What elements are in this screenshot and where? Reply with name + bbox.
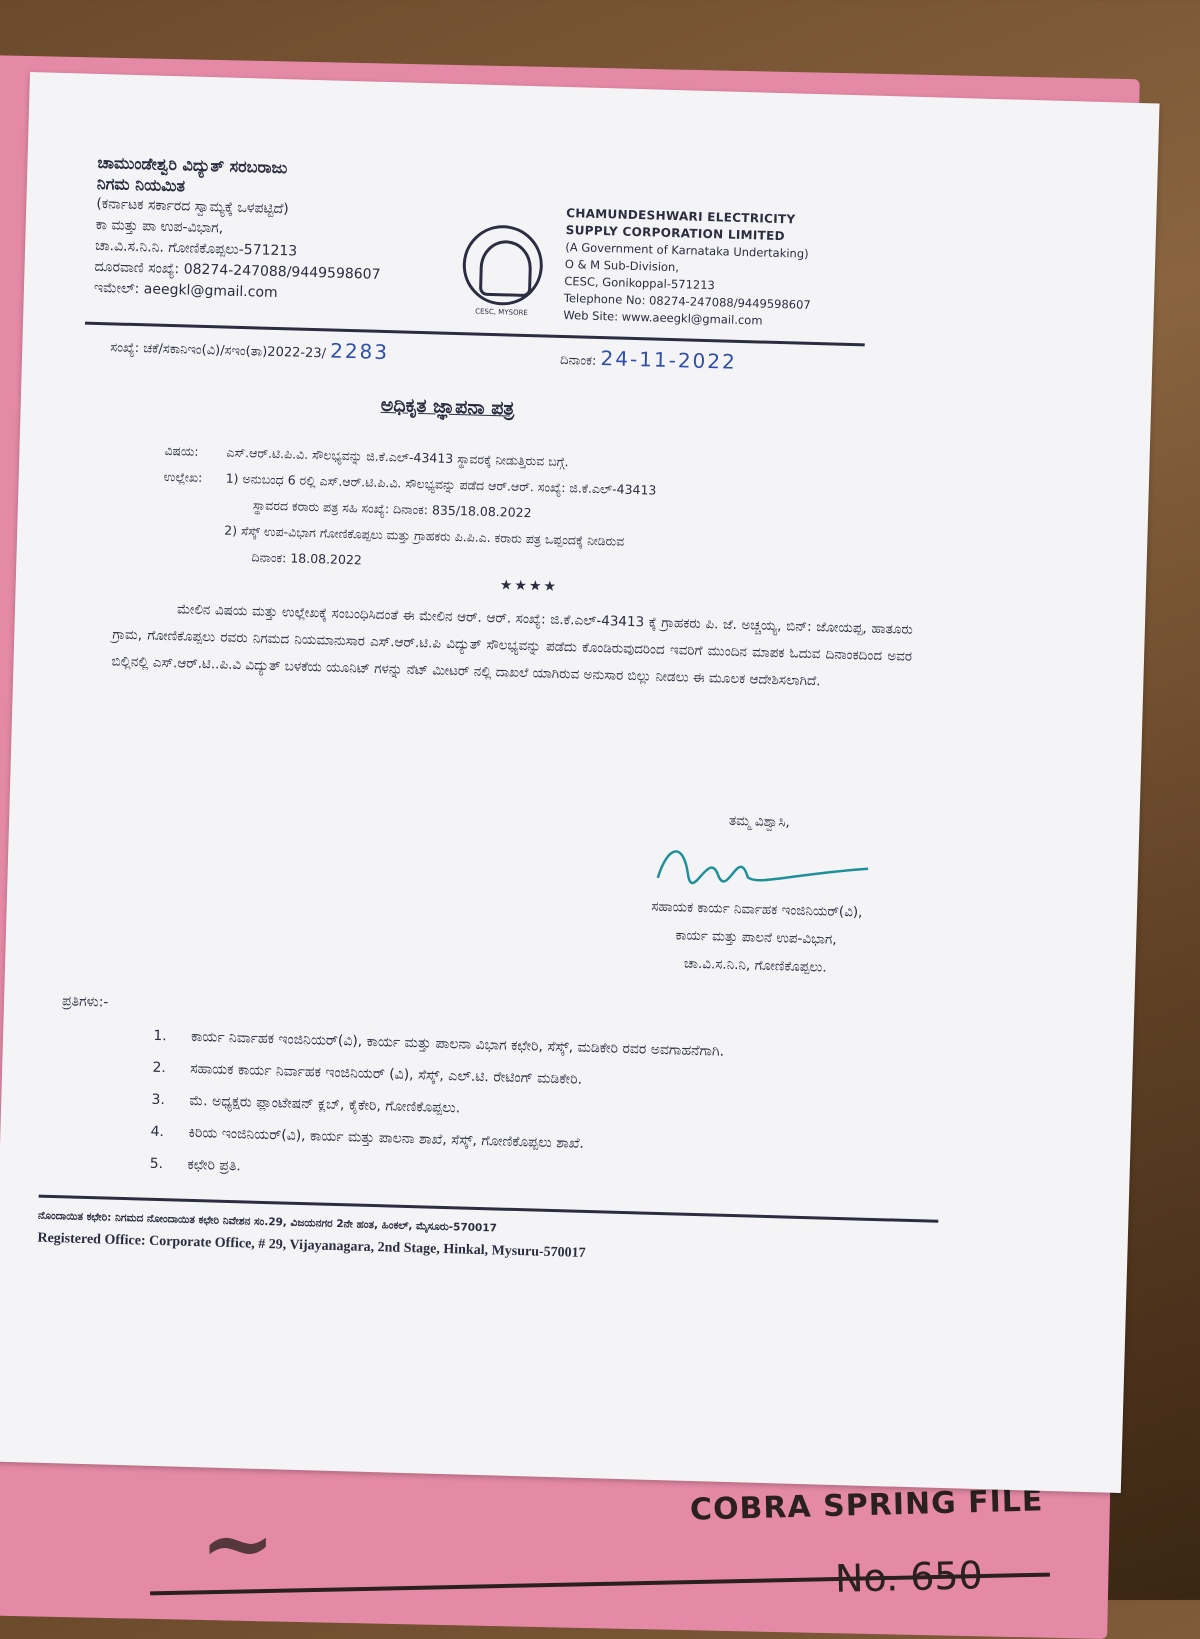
copy-item: 4. ಕಿರಿಯ ಇಂಜಿನಿಯರ್(ವಿ), ಕಾರ್ಯ ಮತ್ತು ಪಾಲನಾ ಶಾಖೆ, ಸೆಸ್ಕ್, ಗೋಣಿಕೊಪ್ಪಲು ಶಾಖೆ. xyxy=(168,1116,919,1169)
header-kn-line4: ಕಾ ಮತ್ತು ಪಾ ಉಪ-ವಿಭಾಗ, xyxy=(95,216,224,237)
reference-label: ಉಲ್ಲೇಖ: xyxy=(163,468,203,485)
reference-prefix: ಸಂಖ್ಯೆ: ಚಕೆ/ಸಕಾನಿಇಂ(ವಿ)/ಸಇಂ(ತಾ)2022-23/ xyxy=(110,340,327,362)
subject-label: ವಿಷಯ: xyxy=(164,442,199,459)
header-english xyxy=(563,205,813,331)
copy-item: 1. ಕಾರ್ಯ ನಿರ್ವಾಹಕ ಇಂಜಿನಿಯರ್(ವಿ), ಕಾರ್ಯ ಮತ್ತು ಪಾಲನಾ ವಿಭಾಗ ಕಛೇರಿ, ಸೆಸ್ಕ್, ಮಡಿಕೇರಿ ರವರ ಅವಗಾಹನೆಗಾಗಿ. xyxy=(171,1020,922,1073)
subject-text: ಎಸ್.ಆರ್.ಟಿ.ಪಿ.ವಿ. ಸೌಲಭ್ಯವನ್ನು ಜಿ.ಕೆ.ಎಲ್-43413 ಸ್ಥಾವರಕ್ಕೆ ನೀಡುತ್ತಿರುವ ಬಗ್ಗೆ. xyxy=(226,444,569,470)
header-en-line4: O & M Sub-Division, xyxy=(564,257,680,275)
date-label: ದಿನಾಂಕ: xyxy=(559,352,597,369)
reference-1b: ಸ್ಥಾವರದ ಕರಾರು ಪತ್ರ ಸಹಿ ಸಂಖ್ಯೆ: ದಿನಾಂಕ: 835/18.08.2022 xyxy=(252,497,532,521)
org-name-en-2: SUPPLY CORPORATION LIMITED xyxy=(565,223,786,244)
header-kn-email: ಇಮೇಲ್: aeegkl@gmail.com xyxy=(93,279,278,301)
copies-label: ಪ್ರತಿಗಳು:- xyxy=(61,993,109,1011)
header-en-line5: CESC, Gonikoppal-571213 xyxy=(564,274,716,293)
signatory-office: ಕಾರ್ಯ ಮತ್ತು ಪಾಲನೆ ಉಪ-ವಿಭಾಗ, xyxy=(675,927,837,948)
header-en-phone: Telephone No: 08274-247088/9449598607 xyxy=(563,290,811,312)
copies-block xyxy=(57,985,922,1201)
folder-number: No. 650 xyxy=(834,1553,984,1601)
signatory-designation: ಸಹಾಯಕ ಕಾರ್ಯ ನಿರ್ವಾಹಕ ಇಂಜಿನಿಯರ್(ವಿ), xyxy=(651,898,863,921)
folder-brand-script: ~ xyxy=(200,1490,276,1596)
footer-english: Registered Office: Corporate Office, # 29, Vijayanagara, 2nd Stage, Hinkal, Mysuru-570017 xyxy=(37,1230,586,1261)
org-name-kn-2: ನಿಗಮ ನಿಯಮಿತ xyxy=(96,173,186,196)
header-en-website: Web Site: www.aeegkl@gmail.com xyxy=(563,307,763,328)
subject-block xyxy=(161,438,884,588)
footer-kannada: ನೊಂದಾಯಿತ ಕಛೇರಿ: ನಿಗಮದ ನೋಂದಾಯಿತ ಕಛೇರಿ ನಿವೇಶನ ಸಂ.29, ವಿಜಯನಗರ 2ನೇ ಹಂತ, ಹಿಂಕಲ್, ಮೈಸೂರು-570017 xyxy=(37,1209,498,1235)
footer xyxy=(37,1195,938,1272)
letter-page xyxy=(0,72,1160,1493)
memo-title: ಅಧಿಕೃತ ಜ್ಞಾಪನಾ ಪತ್ರ xyxy=(380,393,515,420)
date-value: 24-11-2022 xyxy=(600,346,738,374)
reference-number: 2283 xyxy=(329,338,390,365)
header-en-line3: (A Government of Karnataka Undertaking) xyxy=(565,240,809,261)
logo-caption: CESC, MYSORE xyxy=(475,307,528,317)
separator-stars: ★★★★ xyxy=(499,577,559,595)
signature-icon xyxy=(637,832,879,899)
memo-body: ಮೇಲಿನ ವಿಷಯ ಮತ್ತು ಉಲ್ಲೇಖಕ್ಕೆ ಸಂಬಂಧಿಸಿದಂತೆ ಈ ಮೇಲಿನ ಆರ್. ಆರ್. ಸಂಖ್ಯೆ: ಜಿ.ಕೆ.ಎಲ್-43413 ಕ್ಕೆ ಗ್ರಾಹಕರು ಪಿ. ಜೆ. ಅಚ್ಚಯ್ಯ, ಬಿನ್: ಜೋಯಪ್ಪ, ಹಾತೂರು ಗ್ರಾಮ, ಗೋಣಿಕೊಪ್ಪಲು ರವರು ನಿಗಮದ ನಿಯಮಾನುಸಾರ ಎಸ್.ಆರ್.ಟಿ.ಪಿ ವಿದ್ಯುತ್ ಸೌಲಭ್ಯವನ್ನು ಪಡೆದು ಕೊಂಡಿರುವುದರಿಂದ ಇವರಿಗೆ ಮುಂದಿನ ಮಾಪಕ ಓದುವ ದಿನಾಂಕದಿಂದ ಅವರ ಬಿಲ್ಲಿನಲ್ಲಿ ಎಸ್.ಆರ್.ಟಿ..ಪಿ.ವಿ ವಿದ್ಯುತ್ ಬಳಕೆಯ ಯೂನಿಟ್ ಗಳನ್ನು ನೆಟ್ ಮೀಟರ್ ನಲ್ಲಿ ದಾಖಲೆ ಯಾಗಿರುವ ಅನುಸಾರ ಬಿಲ್ಲು ನೀಡಲು ಈ ಮೂಲಕ ಆದೇಶಿಸಲಾಗಿದೆ. xyxy=(111,601,913,690)
copy-item: 2. ಸಹಾಯಕ ಕಾರ್ಯ ನಿರ್ವಾಹಕ ಇಂಜಿನಿಯರ್ (ವಿ), ಸೆಸ್ಕ್, ಎಲ್.ಟಿ. ರೇಟಿಂಗ್ ಮಡಿಕೇರಿ. xyxy=(170,1052,921,1105)
cesc-logo-icon xyxy=(462,224,544,317)
org-name-kn-1: ಚಾಮುಂಡೇಶ್ವರಿ ವಿದ್ಯುತ್ ಸರಬರಾಜು xyxy=(97,152,288,178)
copy-item: 3. ಮೆ. ಅಧ್ಯಕ್ಷರು ಪ್ಲಾಂಟೇಷನ್ ಕ್ಲಬ್, ಕೈಕೇರಿ, ಗೋಣಿಕೊಪ್ಪಲು. xyxy=(169,1084,920,1137)
reference-2b: ದಿನಾಂಕ: 18.08.2022 xyxy=(251,549,363,568)
header-kannada xyxy=(94,152,384,307)
header-kn-line3: (ಕರ್ನಾಟಕ ಸರ್ಕಾರದ ಸ್ವಾಮ್ಯಕ್ಕೆ ಒಳಪಟ್ಟಿದೆ) xyxy=(96,195,289,218)
org-name-en-1: CHAMUNDESHWARI ELECTRICITY xyxy=(566,206,796,227)
header-kn-phone: ದೂರವಾಣಿ ಸಂಖ್ಯೆ: 08274-247088/9449598607 xyxy=(94,258,381,283)
folder-brand-label: COBRA SPRING FILE xyxy=(689,1483,1044,1528)
reference-2a: 2) ಸೆಸ್ಕ್ ಉಪ-ವಿಭಾಗ ಗೋಣಿಕೊಪ್ಪಲು ಮತ್ತು ಗ್ರಾಹಕರು ಪಿ.ಪಿ.ಎ. ಕರಾರು ಪತ್ರ ಒಪ್ಪಂದಕ್ಕೆ ನೀಡಿರುವ xyxy=(224,522,625,549)
signatory-place: ಚಾ.ವಿ.ಸ.ನಿ.ನಿ, ಗೋಣಿಕೊಪ್ಪಲು. xyxy=(683,955,827,976)
sincerely-text: ತಮ್ಮ ವಿಶ್ವಾಸಿ, xyxy=(728,812,791,831)
header-kn-line5: ಚಾ.ವಿ.ಸ.ನಿ.ನಿ. ಗೋಣಿಕೊಪ್ಪಲು-571213 xyxy=(94,237,298,260)
signature-block xyxy=(575,803,940,985)
copy-item: 5. ಕಛೇರಿ ಪ್ರತಿ. xyxy=(167,1148,918,1201)
date-block xyxy=(560,345,737,374)
reference-1a: 1) ಅನುಬಂಧ 6 ರಲ್ಲಿ ಎಸ್.ಆರ್.ಟಿ.ಪಿ.ವಿ. ಸೌಲಭ್ಯವನ್ನು ಪಡೆದ ಆರ್.ಆರ್. ಸಂಖ್ಯೆ: ಜಿ.ಕೆ.ಎಲ್-43413 xyxy=(225,470,657,498)
